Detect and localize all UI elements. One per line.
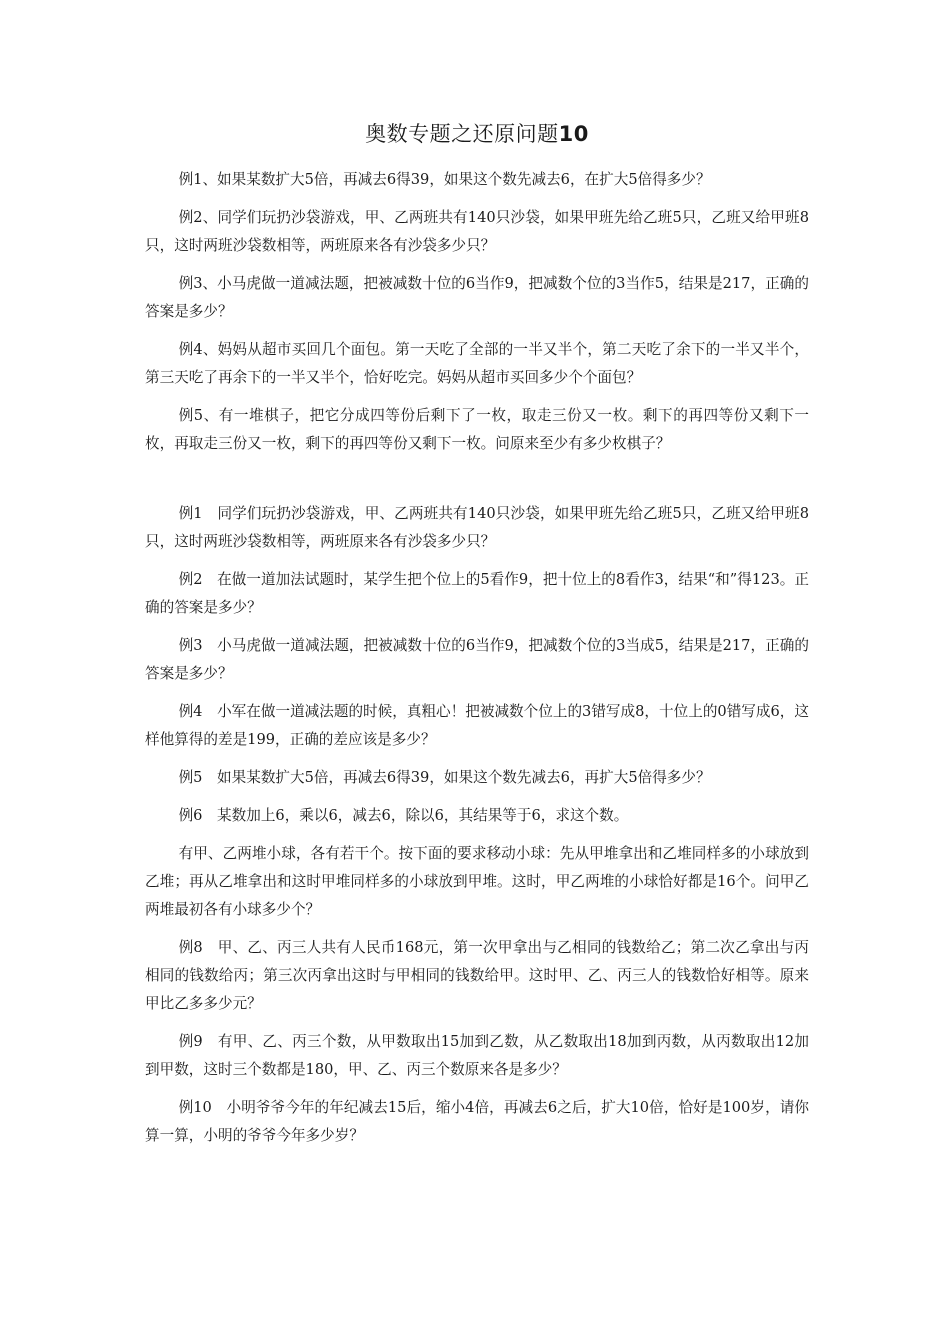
section2-example-8: 例8 甲、乙、丙三人共有人民币168元，第一次甲拿出与乙相同的钱数给乙；第二次乙拿出与丙相同的钱数给丙；第三次丙拿出这时与甲相同的钱数给甲。这时甲、乙、丙三人的钱数恰好相等。原来甲比乙多多少元？ [145, 939, 809, 1012]
section2-example-6: 例6 某数加上6，乘以6，减去6，除以6，其结果等于6，求这个数。 [178, 807, 629, 824]
section2-example-10: 例10 小明爷爷今年的年纪减去15后，缩小4倍，再减去6之后，扩大10倍，恰好是100岁，请你算一算，小明的爷爷今年多少岁？ [145, 1099, 809, 1144]
section2-example-3: 例3 小马虎做一道减法题，把被减数十位的6当作9，把减数个位的3当成5，结果是217，正确的答案是多少？ [145, 637, 809, 682]
section2-example-4: 例4 小军在做一道减法题的时候，真粗心！把被减数个位上的3错写成8，十位上的0错写成6，这样他算得的差是199，正确的差应该是多少？ [145, 703, 809, 748]
section1-example-4: 例4、妈妈从超市买回几个面包。第一天吃了全部的一半又半个，第二天吃了余下的一半又半个，第三天吃了再余下的一半又半个，恰好吃完。妈妈从超市买回多少个个面包？ [145, 341, 809, 386]
section1-example-3: 例3、小马虎做一道减法题，把被减数十位的6当作9，把减数个位的3当作5，结果是217，正确的答案是多少？ [145, 275, 809, 320]
section1-example-2: 例2、同学们玩扔沙袋游戏，甲、乙两班共有140只沙袋，如果甲班先给乙班5只，乙班又给甲班8只，这时两班沙袋数相等，两班原来各有沙袋多少只？ [145, 209, 809, 254]
section2-example-5: 例5 如果某数扩大5倍，再减去6得39，如果这个数先减去6，再扩大5倍得多少？ [178, 769, 711, 786]
page-title [145, 116, 809, 152]
section2-example-1: 例1 同学们玩扔沙袋游戏，甲、乙两班共有140只沙袋，如果甲班先给乙班5只，乙班又给甲班8只，这时两班沙袋数相等，两班原来各有沙袋多少只？ [145, 505, 809, 550]
title-number: 10 [558, 122, 589, 146]
title-text: 奥数专题之还原问题 [365, 122, 559, 146]
section1-example-1: 例1、如果某数扩大5倍，再减去6得39，如果这个数先减去6，在扩大5倍得多少？ [178, 171, 711, 188]
section2-example-9: 例9 有甲、乙、丙三个数，从甲数取出15加到乙数，从乙数取出18加到丙数，从丙数取出12加到甲数，这时三个数都是180，甲、乙、丙三个数原来各是多少？ [145, 1033, 809, 1078]
section1-example-5: 例5、有一堆棋子，把它分成四等份后剩下了一枚，取走三份又一枚。剩下的再四等份又剩下一枚，再取走三份又一枚，剩下的再四等份又剩下一枚。问原来至少有多少枚棋子？ [145, 407, 809, 452]
section-spacer [145, 468, 809, 500]
document-page [145, 116, 809, 1160]
section2-example-2: 例2 在做一道加法试题时，某学生把个位上的5看作9，把十位上的8看作3，结果“和”得123。正确的答案是多少？ [145, 571, 809, 616]
section2-example-7: 有甲、乙两堆小球，各有若干个。按下面的要求移动小球：先从甲堆拿出和乙堆同样多的小球放到乙堆；再从乙堆拿出和这时甲堆同样多的小球放到甲堆。这时，甲乙两堆的小球恰好都是16个。问甲乙两堆最初各有小球多少个？ [145, 845, 809, 918]
